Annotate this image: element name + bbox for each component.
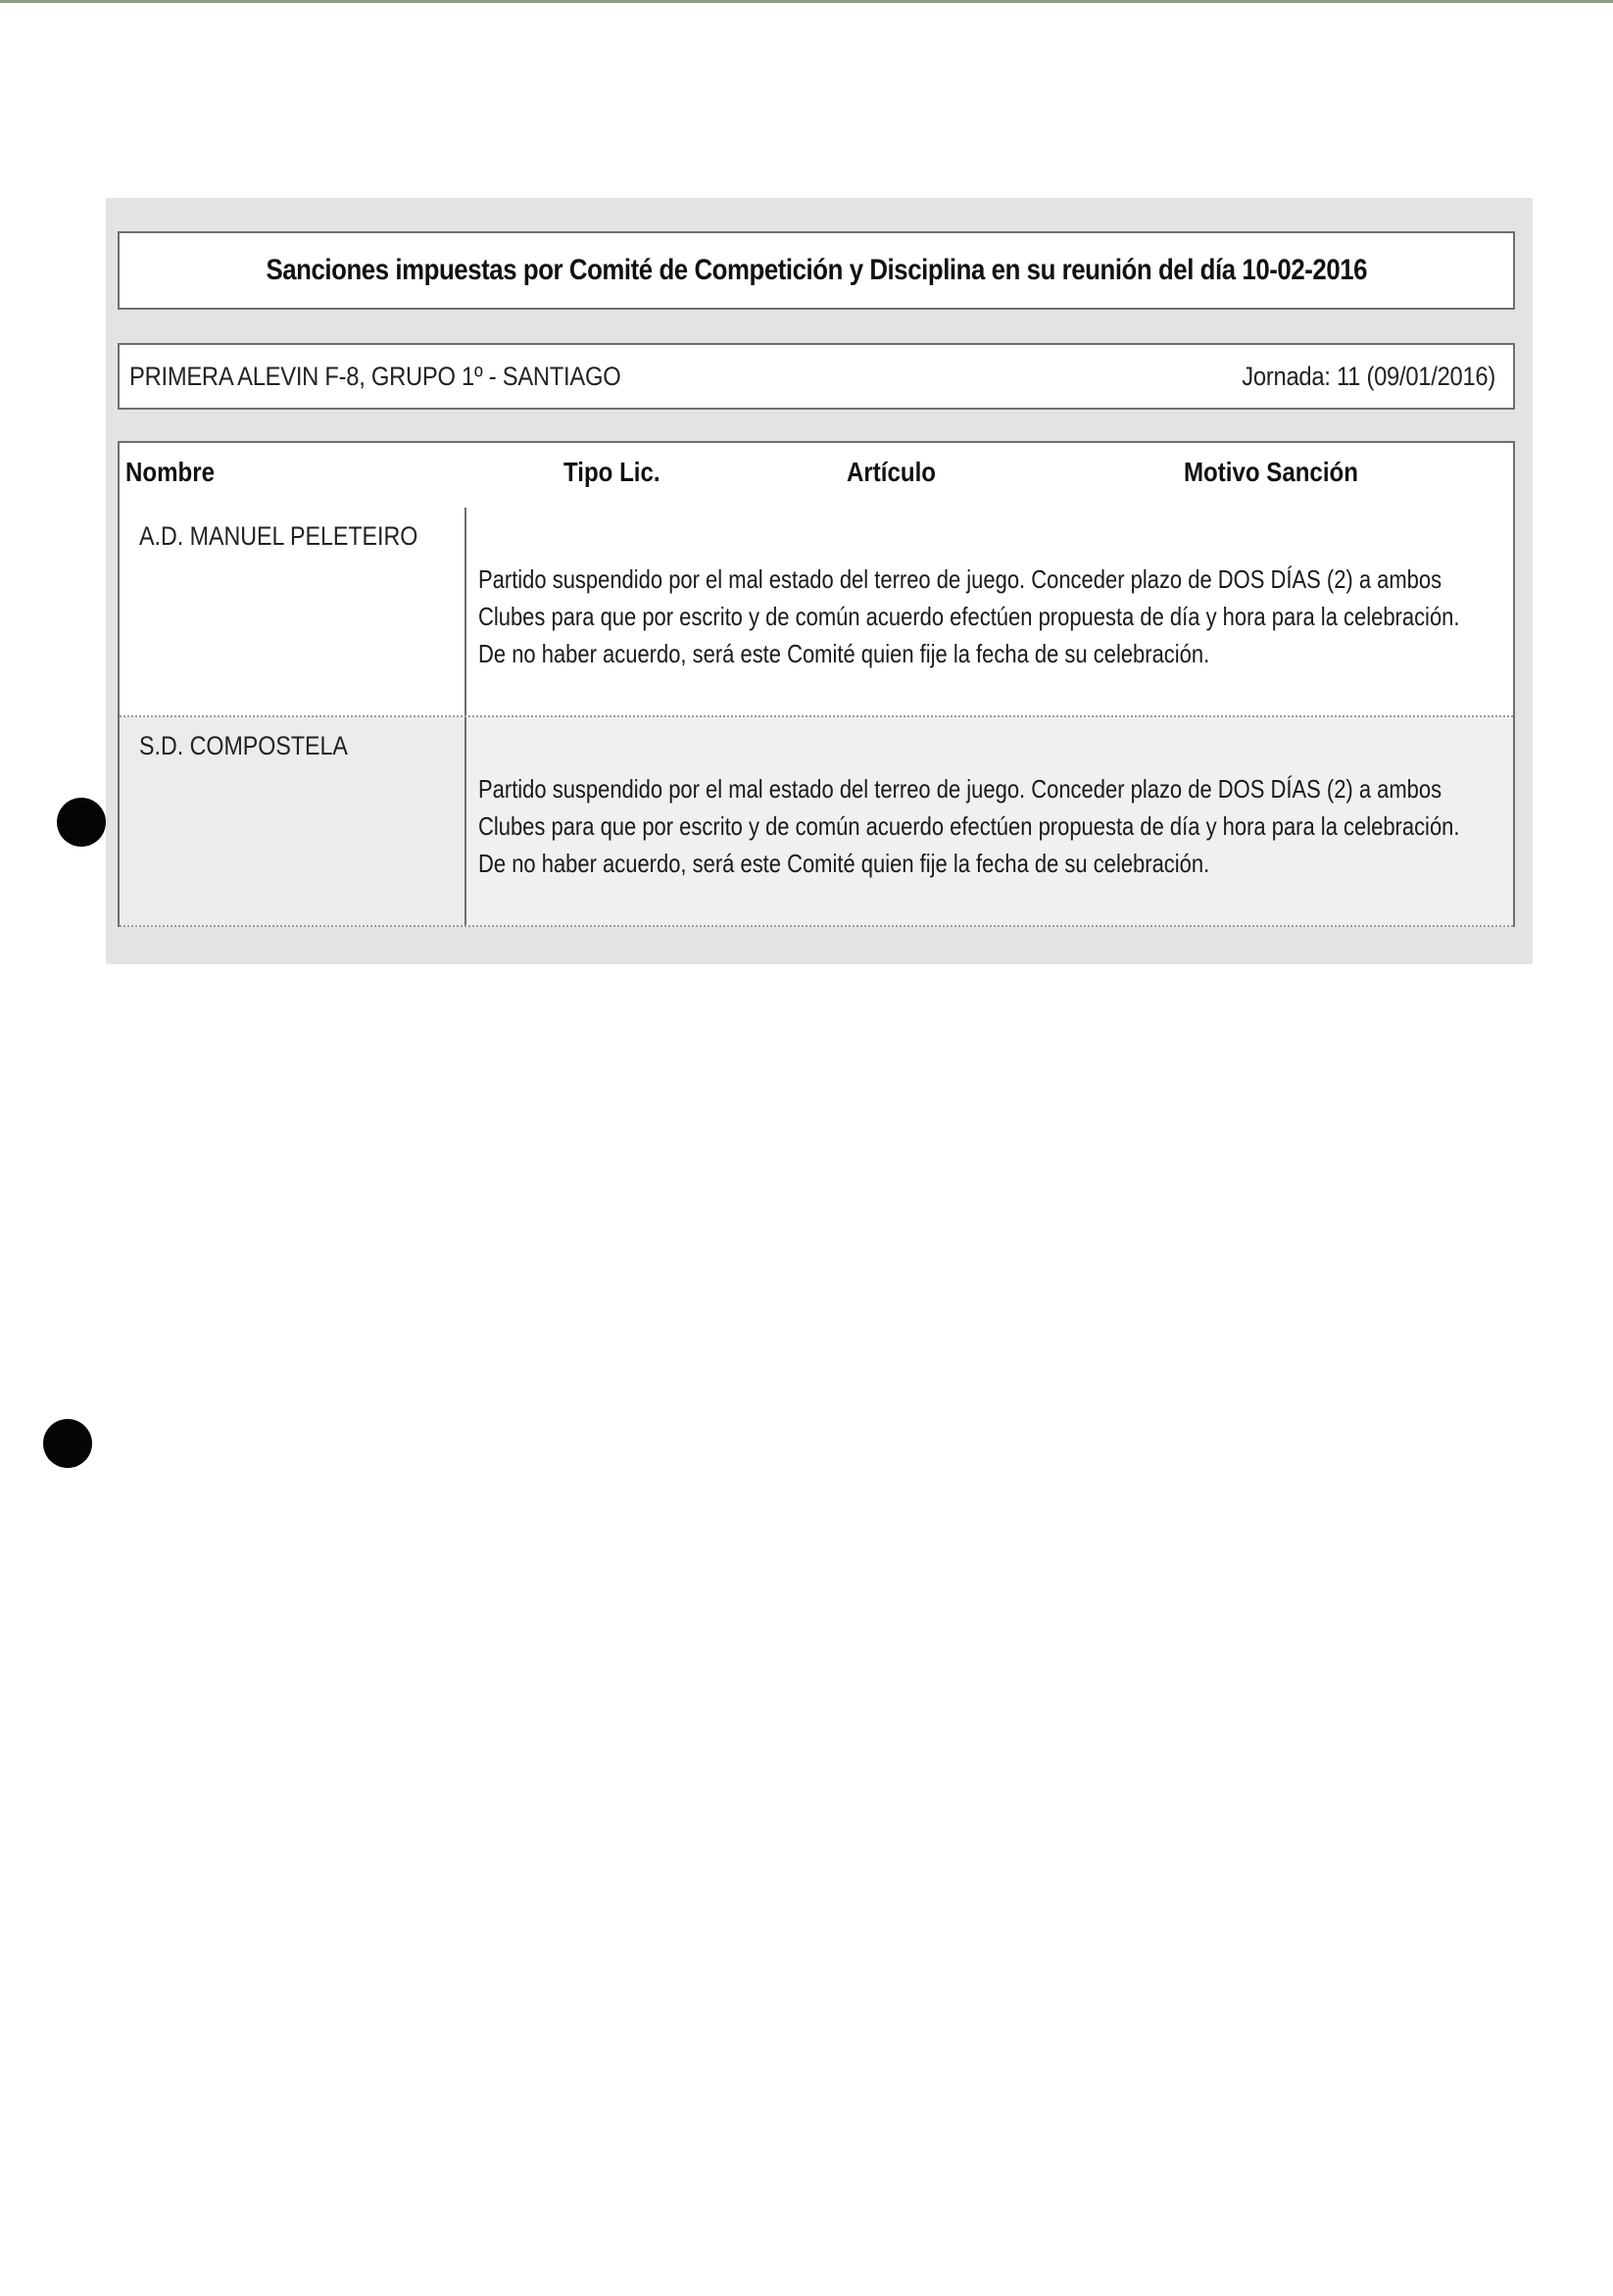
reason-line: Partido suspendido por el mal estado del terreo de juego. Conceder plazo de DOS DÍAS (2) a ambos [478,774,1442,804]
table-header [120,443,1513,510]
table-row [120,717,1513,927]
sanctions-table [118,441,1515,927]
reason-line: Clubes para que por escrito y de común acuerdo efectúen propuesta de día y hora para la celebración. [478,811,1460,841]
reason-cell [478,561,1517,672]
scan-top-edge [0,0,1613,3]
header-articulo: Artículo [847,457,936,487]
sanctions-panel [106,198,1533,964]
round-label: Jornada: 11 (09/01/2016) [1242,361,1495,391]
division-label: PRIMERA ALEVIN F-8, GRUPO 1º - SANTIAGO [129,361,621,391]
punch-hole [43,1419,92,1468]
header-nombre: Nombre [125,457,215,487]
reason-line: Clubes para que por escrito y de común acuerdo efectúen propuesta de día y hora para la celebración. [478,602,1460,631]
club-name: S.D. COMPOSTELA [139,731,348,760]
reason-line: Partido suspendido por el mal estado del terreo de juego. Conceder plazo de DOS DÍAS (2) a ambos [478,564,1442,594]
club-name: A.D. MANUEL PELETEIRO [139,521,418,551]
title-box [118,231,1515,310]
reason-cell [478,770,1517,882]
punch-hole [57,798,106,847]
name-cell [120,508,466,715]
name-cell [120,717,466,925]
table-row [120,508,1513,717]
reason-line: De no haber acuerdo, será este Comité quien fije la fecha de su celebración. [478,849,1210,878]
document-title: Sanciones impuestas por Comité de Competición y Disciplina en su reunión del día 10-02-2016 [266,254,1367,286]
header-tipo-lic: Tipo Lic. [563,457,660,487]
reason-line: De no haber acuerdo, será este Comité quien fije la fecha de su celebración. [478,639,1210,668]
header-motivo-sancion: Motivo Sanción [1184,457,1358,487]
division-header [118,343,1515,410]
